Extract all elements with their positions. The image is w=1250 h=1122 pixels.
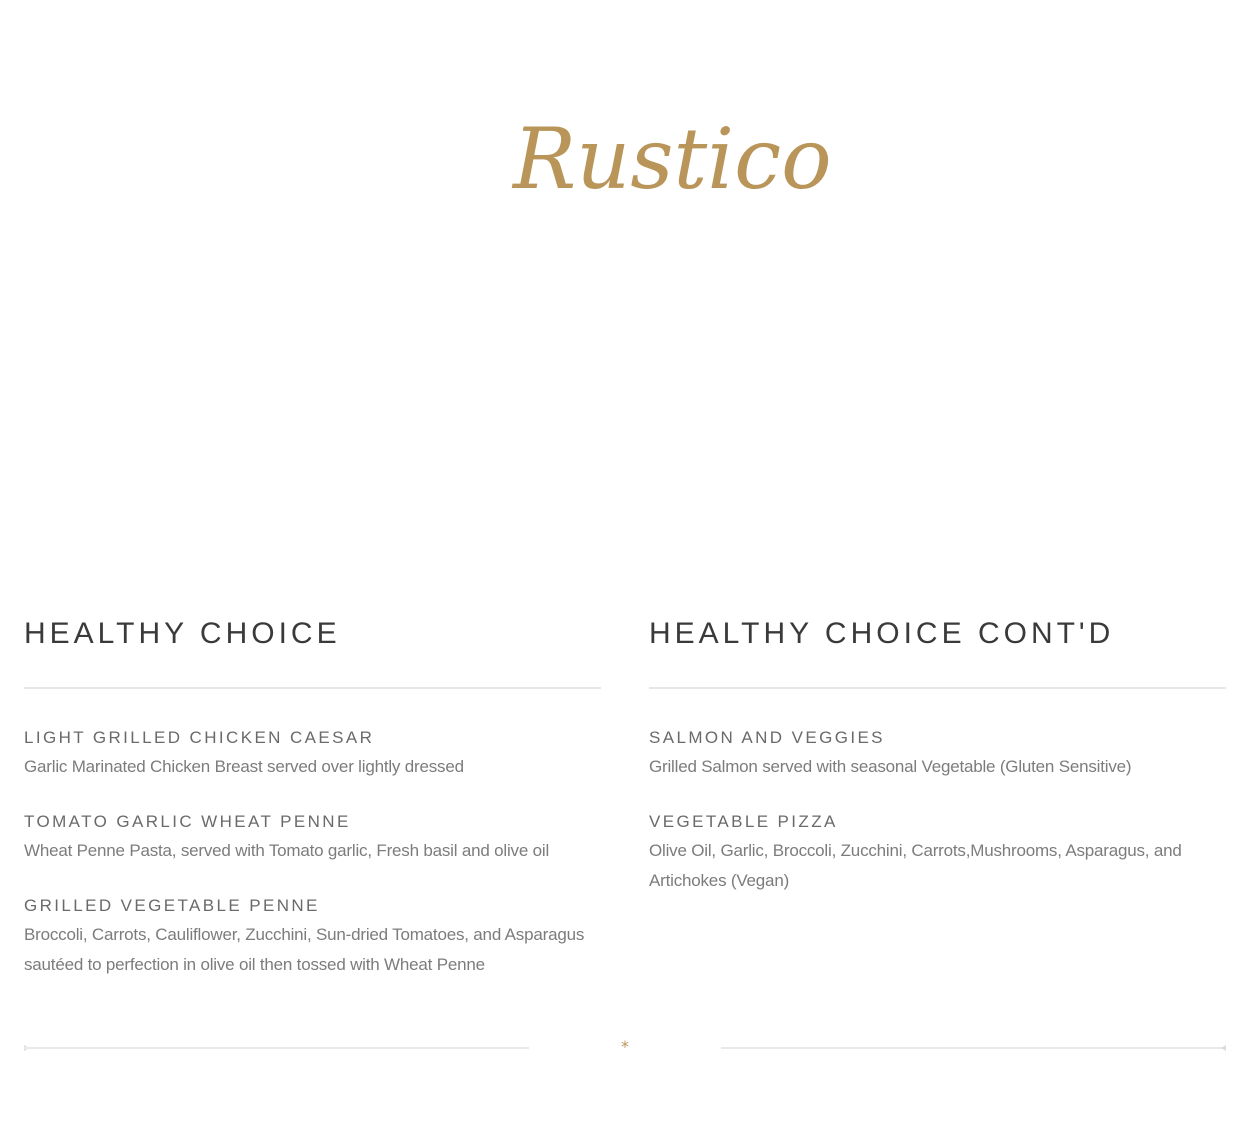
logo-text: Rustico [513,110,832,208]
menu-item [649,728,1226,782]
footer-divider [24,1038,1226,1058]
divider-left-line [24,1047,529,1049]
menu-item [24,728,601,782]
section-title: HEALTHY CHOICE [24,617,341,650]
menu-item-description: Olive Oil, Garlic, Broccoli, Zucchini, Carrots,Mushrooms, Asparagus, and Artichokes (Vegan) [649,841,1182,890]
menu-item-list [24,728,601,980]
section-divider [24,687,601,689]
divider-right-cap [1221,1045,1226,1051]
menu-item-description: Broccoli, Carrots, Cauliflower, Zucchini, Sun-dried Tomatoes, and Asparagus sautéed to perfection in olive oil then tossed with Wheat Penne [24,925,585,974]
menu-item-description: Grilled Salmon served with seasonal Vegetable (Gluten Sensitive) [649,757,1132,776]
menu-item [24,812,601,866]
menu-item-list [649,728,1226,896]
logo-graphic [505,80,832,210]
menu-item [649,812,1226,896]
menu-section-healthy-choice-contd [649,612,1226,926]
divider-right-line [721,1047,1226,1049]
menu-item-name: TOMATO GARLIC WHEAT PENNE [24,812,351,831]
menu-item-description: Wheat Penne Pasta, served with Tomato garlic, Fresh basil and olive oil [24,841,550,860]
menu-item-name: VEGETABLE PIZZA [649,812,838,831]
section-divider [649,687,1226,689]
rustico-logo[interactable] [505,80,832,210]
menu-item-name: SALMON AND VEGGIES [649,728,885,747]
section-title: HEALTHY CHOICE CONT'D [649,617,1115,650]
menu-item-name: GRILLED VEGETABLE PENNE [24,896,320,915]
menu-section-healthy-choice [24,612,601,1010]
menu-item-description: Garlic Marinated Chicken Breast served over lightly dressed [24,757,464,776]
menu-item [24,896,601,980]
asterisk-ornament-icon: * [621,1037,629,1056]
menu-item-name: LIGHT GRILLED CHICKEN CAESAR [24,728,375,747]
